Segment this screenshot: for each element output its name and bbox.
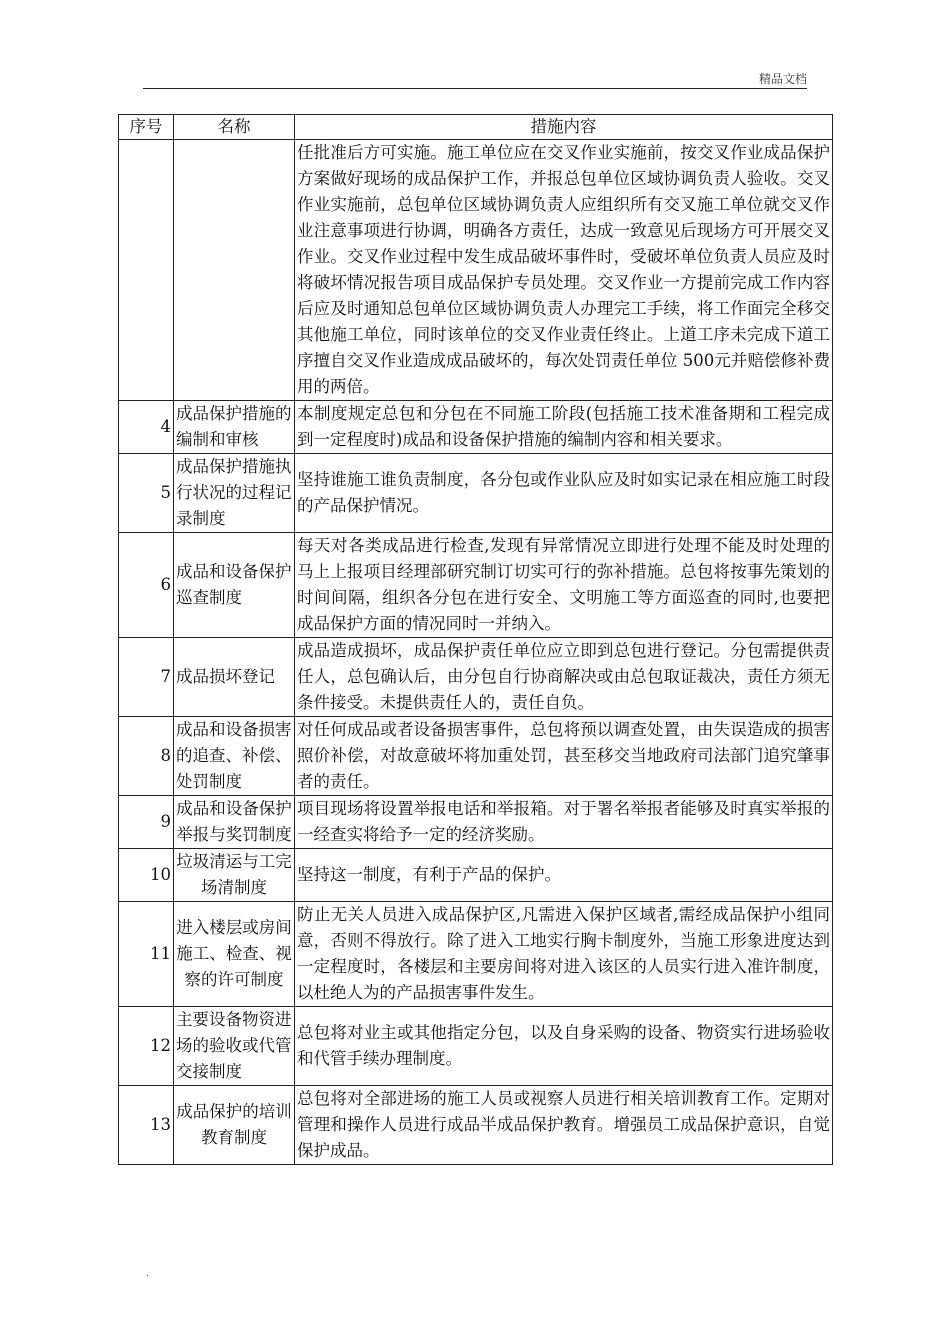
row-name: 成品保护措施执行状况的过程记录制度 [174, 454, 295, 533]
row-no: 5 [119, 454, 174, 533]
table-row [119, 717, 833, 796]
table-row [119, 849, 833, 902]
row-name: 垃圾清运与工完场清制度 [174, 849, 295, 902]
row-name: 进入楼层或房间施工、检查、视察的许可制度 [174, 902, 295, 1007]
row-name: 成品和设备保护巡查制度 [174, 533, 295, 638]
table-row [119, 533, 833, 638]
row-name: 成品损坏登记 [174, 638, 295, 717]
column-header-name: 名称 [174, 115, 295, 140]
table-row [119, 140, 833, 401]
measures-table [118, 114, 833, 1165]
row-no: 8 [119, 717, 174, 796]
row-name: 成品和设备损害的追查、补偿、处罚制度 [174, 717, 295, 796]
table-row [119, 401, 833, 454]
row-name: 成品保护措施的编制和审核 [174, 401, 295, 454]
row-content: 坚持谁施工谁负责制度，各分包或作业队应及时如实记录在相应施工时段的产品保护情况。 [295, 454, 833, 533]
row-no: 9 [119, 796, 174, 849]
row-name [174, 140, 295, 401]
row-no: 13 [119, 1086, 174, 1165]
table-row [119, 902, 833, 1007]
row-content: 总包将对全部进场的施工人员或视察人员进行相关培训教育工作。定期对管理和操作人员进行成品半成品保护教育。增强员工成品保护意识，自觉保护成品。 [295, 1086, 833, 1165]
table-header-row [119, 115, 833, 140]
table-row [119, 1007, 833, 1086]
row-content: 坚持这一制度，有利于产品的保护。 [295, 849, 833, 902]
row-content: 对任何成品或者设备损害事件，总包将预以调查处置，由失误造成的损害照价补偿，对故意破坏将加重处罚，甚至移交当地政府司法部门追究肇事者的责任。 [295, 717, 833, 796]
row-no: 10 [119, 849, 174, 902]
header-label: 精品文档 [758, 72, 807, 86]
table-row [119, 1086, 833, 1165]
row-no: 12 [119, 1007, 174, 1086]
table-row [119, 796, 833, 849]
header-rule [143, 88, 807, 89]
row-no: 4 [119, 401, 174, 454]
row-content: 成品造成损坏，成品保护责任单位应立即到总包进行登记。分包需提供责任人，总包确认后，由分包自行协商解决或由总包取证裁决，责任方须无条件接受。未提供责任人的，责任自负。 [295, 638, 833, 717]
row-no: 6 [119, 533, 174, 638]
row-content: 防止无关人员进入成品保护区,凡需进入保护区域者,需经成品保护小组同意，否则不得放行。除了进入工地实行胸卡制度外，当施工形象进度达到一定程度时，各楼层和主要房间将对进入该区的人员实行进入准许制度，以杜绝人为的产品损害事件发生。 [295, 902, 833, 1007]
table-row [119, 638, 833, 717]
column-header-content: 措施内容 [295, 115, 833, 140]
footer-mark: . [146, 1268, 150, 1279]
column-header-no: 序号 [119, 115, 174, 140]
row-content: 本制度规定总包和分包在不同施工阶段(包括施工技术准备期和工程完成到一定程度时)成品和设备保护措施的编制内容和相关要求。 [295, 401, 833, 454]
row-content: 每天对各类成品进行检查,发现有异常情况立即进行处理不能及时处理的马上上报项目经理部研究制订切实可行的弥补措施。总包将按事先策划的时间间隔，组织各分包在进行安全、文明施工等方面巡查的同时,也要把成品保护方面的情况同时一并纳入。 [295, 533, 833, 638]
row-no [119, 140, 174, 401]
row-no: 7 [119, 638, 174, 717]
row-name: 成品和设备保护举报与奖罚制度 [174, 796, 295, 849]
row-content: 任批准后方可实施。施工单位应在交叉作业实施前，按交叉作业成品保护方案做好现场的成品保护工作，并报总包单位区域协调负责人验收。交叉作业实施前，总包单位区域协调负责人应组织所有交叉施工单位就交叉作业注意事项进行协调，明确各方责任，达成一致意见后现场方可开展交叉作业。交叉作业过程中发生成品破坏事件时，受破坏单位负责人员应及时将破坏情况报告项目成品保护专员处理。交叉作业一方提前完成工作内容后应及时通知总包单位区域协调负责人办理完工手续，将工作面完全移交其他施工单位，同时该单位的交叉作业责任终止。上道工序未完成下道工序擅自交叉作业造成成品破坏的，每次处罚责任单位 500元并赔偿修补费用的两倍。 [295, 140, 833, 401]
row-content: 总包将对业主或其他指定分包，以及自身采购的设备、物资实行进场验收和代管手续办理制度。 [295, 1007, 833, 1086]
row-no: 11 [119, 902, 174, 1007]
row-name: 主要设备物资进场的验收或代管交接制度 [174, 1007, 295, 1086]
row-name: 成品保护的培训教育制度 [174, 1086, 295, 1165]
row-content: 项目现场将设置举报电话和举报箱。对于署名举报者能够及时真实举报的一经查实将给予一定的经济奖励。 [295, 796, 833, 849]
table-row [119, 454, 833, 533]
